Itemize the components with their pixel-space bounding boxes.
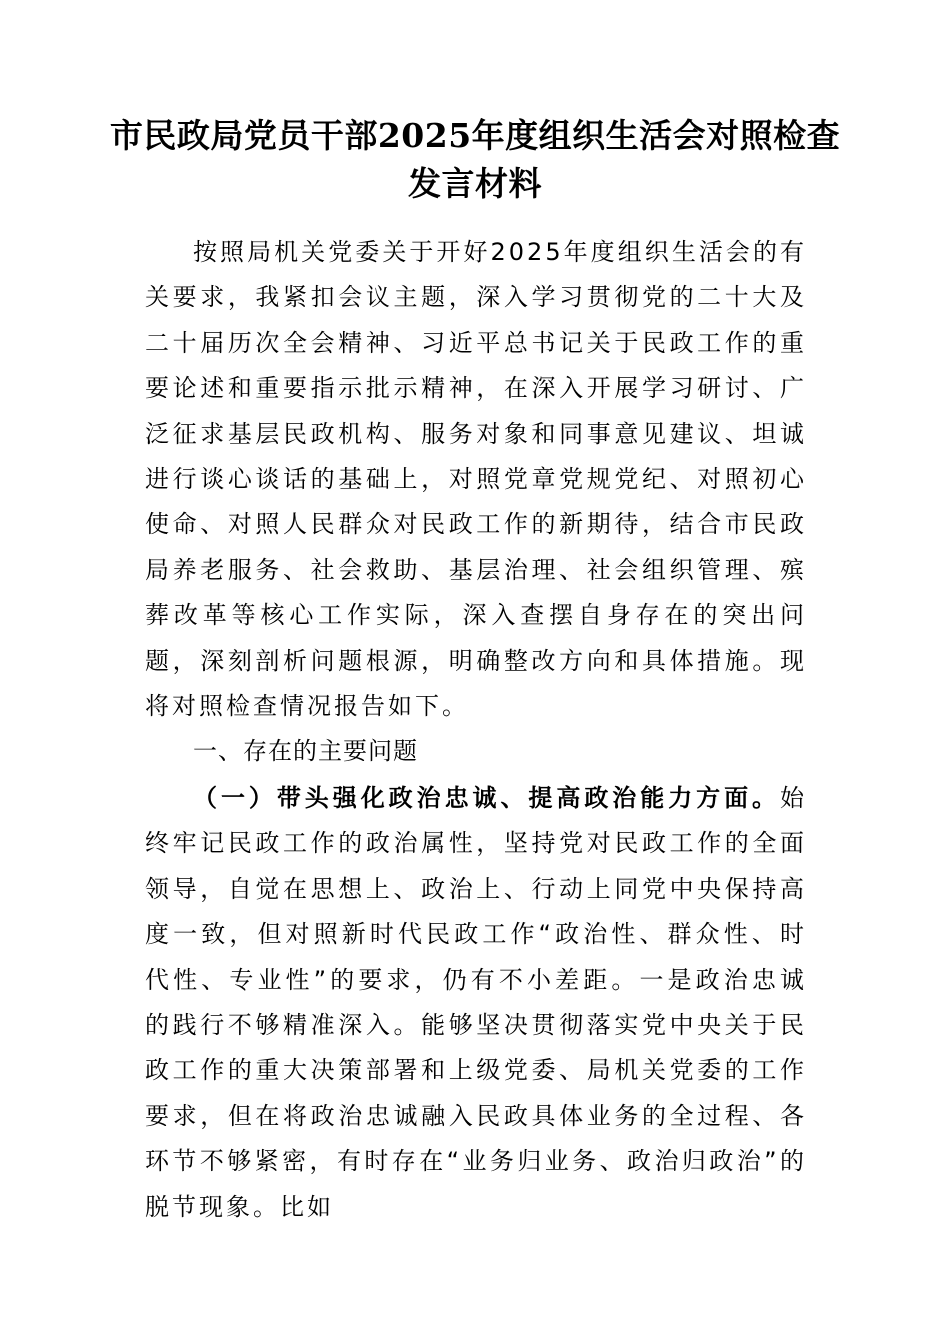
section-heading-problems: 一、存在的主要问题 [193,737,418,766]
document-body [145,230,807,1230]
subsection-heading: （一）带头强化政治忠诚、提高政治能力方面。 [193,782,780,812]
intro-paragraph: 按照局机关党委关于开好2025年度组织生活会的有关要求，我紧扣会议主题，深入学习贯彻党的二十大及二十届历次全会精神、习近平总书记关于民政工作的重要论述和重要指示批示精神，在深入开展学习研讨、广泛征求基层民政机构、服务对象和同事意见建议、坦诚进行谈心谈话的基础上，对照党章党规党纪、对照初心使命、对照人民群众对民政工作的新期待，结合市民政局养老服务、社会救助、基层治理、社会组织管理、殡葬改革等核心工作实际，深入查摆自身存在的突出问题，深刻剖析问题根源，明确整改方向和具体措施。现将对照检查情况报告如下。 [145,238,807,721]
subsection-text: 始终牢记民政工作的政治属性，坚持党对民政工作的全面领导，自觉在思想上、政治上、行动上同党中央保持高度一致，但对照新时代民政工作“政治性、群众性、时代性、专业性”的要求，仍有不小差距。一是政治忠诚的践行不够精准深入。能够坚决贯彻落实党中央关于民政工作的重大决策部署和上级党委、局机关党委的工作要求，但在将政治忠诚融入民政具体业务的全过程、各环节不够紧密，有时存在“业务归业务、政治归政治”的脱节现象。比如 [145,783,807,1221]
subsection-paragraph-political [145,775,807,1230]
document-title: 市民政局党员干部2025年度组织生活会对照检查发言材料 [109,116,841,203]
